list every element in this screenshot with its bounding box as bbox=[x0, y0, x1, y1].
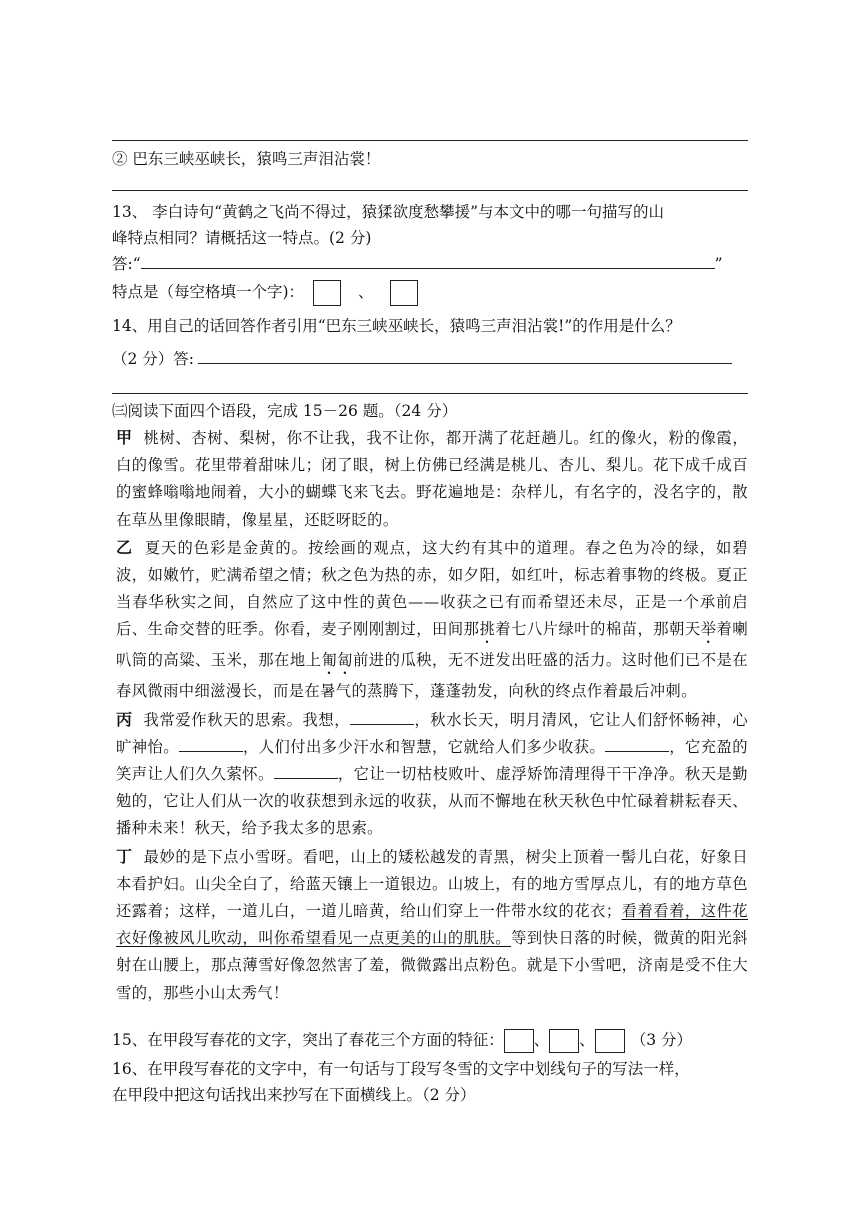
q15-row bbox=[112, 1027, 692, 1053]
passage-ding-text: 等到快日落的时候，微黄的阳光斜射在山腰上，那点薄雪好像忽然害了羞，微微露出点粉色。就是下小雪吧，济南是受不住大雪的，那些小山太秀气！ bbox=[116, 929, 748, 1002]
passage-yi-text: 夏天的色彩是金黄的。按绘画的观点，这大约有其中的道理。春之色为冷的绿，如碧波，如嫩竹，贮满希望之情；秋之色为热的赤，如夕阳，如红叶，标志着事物的终极。夏正当春华秋实之间，自然应了这中性的黄色——收获之已有而希望还未尽，正是一个承前启后、生命交替的旺季。你看，麦子刚刚割过，田间那 bbox=[116, 538, 748, 639]
passage-bing-text: ，它让一切枯枝败叶、虚浮矫饰清理得干干净净。秋天是勤勉的，它让人们从一次的收获想到永远的收获，从而不懈地在秋天秋色中忙碌着耕耘春天、播种未来！秋天，给予我太多的思索。 bbox=[116, 765, 748, 838]
dotted-word: 举 bbox=[700, 620, 717, 639]
fill-blank[interactable] bbox=[605, 737, 669, 752]
feature-box-3[interactable] bbox=[595, 1029, 625, 1053]
answer-line bbox=[112, 190, 748, 191]
feature-separator: 、 bbox=[357, 283, 374, 301]
underlined-sentence: 看着看着，这件花衣好像被风儿吹动，叫你希望看见一点更美的山的肌肤。 bbox=[116, 902, 748, 948]
q14-line-1: 14、用自己的话回答作者引用“巴东三峡巫峡长，猿鸣三声泪沾裳!”的作用是什么？ bbox=[112, 317, 681, 335]
fill-blank[interactable] bbox=[179, 737, 243, 752]
passage-bing-text: ，秋水长天，明月清风，它让人们舒怀畅神，心旷神怡。 bbox=[116, 710, 749, 756]
passage-yi-text: 前进的瓜秧，无不迸发出旺盛的活力。这时他们已不是在春风微雨中细滋漫长，而是在暑气的蒸腾下，蓬蓬勃发，向秋的终点作着最后冲刺。 bbox=[116, 651, 748, 701]
passage-jia bbox=[116, 424, 748, 534]
passage-label-yi: 乙 bbox=[116, 537, 134, 557]
fill-blank[interactable] bbox=[274, 764, 338, 779]
q15-separator: 、 bbox=[579, 1031, 595, 1049]
section-heading: ㈢阅读下面四个语段，完成 15－26 题。（24 分） bbox=[112, 402, 458, 420]
passage-yi bbox=[116, 534, 748, 706]
q13-answer-row bbox=[112, 251, 723, 277]
passage-yi-text: 着七八片绿叶的棉苗，那朝天 bbox=[495, 620, 701, 639]
passage-bing-text: ，它充盈的笑声让人们久久萦怀。 bbox=[116, 737, 748, 784]
feature-box-2[interactable] bbox=[390, 280, 418, 306]
q14-answer-prefix: （2 分）答: bbox=[112, 350, 195, 368]
passage-ding bbox=[116, 843, 748, 1007]
q13-answer-prefix: 答:“ bbox=[112, 255, 141, 273]
q13-line-2: 峰特点相同？请概括这一特点。(2 分) bbox=[112, 229, 372, 247]
q12-line: ② 巴东三峡巫峡长，猿鸣三声泪沾裳！ bbox=[112, 150, 381, 168]
dotted-word: 挑 bbox=[479, 620, 496, 639]
passage-label-bing: 丙 bbox=[116, 709, 133, 729]
q16-line-1: 16、在甲段写春花的文字中，有一句话与丁段写冬雪的文字中划线句子的写法一样， bbox=[112, 1060, 690, 1078]
feature-box-1[interactable] bbox=[504, 1029, 534, 1053]
passage-jia-text: 桃树、杏树、梨树，你不让我，我不让你，都开满了花赶趟儿。红的像火，粉的像霞，白的像雪。花里带着甜味儿；闭了眼，树上仿佛已经满是桃儿、杏儿、梨儿。花下成千成百的蜜蜂嗡嗡地闹着，大小的蝴蝶飞来飞去。野花遍地是：杂样儿，有名字的，没名字的，散在草丛里像眼睛，像星星，还眨呀眨的。 bbox=[116, 429, 749, 529]
q14-answer-row bbox=[112, 346, 732, 372]
fill-blank[interactable] bbox=[350, 710, 414, 725]
passage-label-ding: 丁 bbox=[116, 846, 133, 866]
q13-line-1: 13、 李白诗句“黄鹤之飞尚不得过，猿猱欲度愁攀援”与本文中的哪一句描写的山 bbox=[112, 203, 665, 221]
answer-line bbox=[112, 140, 748, 141]
passage-bing-text: 我常爱作秋天的思索。我想， bbox=[143, 710, 351, 729]
passage-yi-text: 着喇叭筒的高粱、玉米，那在地上 bbox=[116, 620, 749, 670]
passage-bing-text: ，人们付出多少汗水和智慧，它就给人们多少收获。 bbox=[243, 737, 606, 756]
q14-answer-field[interactable] bbox=[198, 347, 732, 364]
feature-box-2[interactable] bbox=[549, 1029, 579, 1053]
q15-score: （3 分） bbox=[630, 1031, 693, 1049]
passage-ding-text: 最妙的是下点小雪呀。看吧，山上的矮松越发的青黑，树尖上顶着一髻儿白花，好象日本看护妇。山尖全白了，给蓝天镶上一道银边。山坡上，有的地方雪厚点儿，有的地方草色还露着；这样，一道儿白，一道儿暗黄，给山们穿上一件带水纹的花衣； bbox=[116, 847, 749, 921]
passage-bing bbox=[116, 706, 748, 843]
feature-box-1[interactable] bbox=[313, 280, 341, 306]
passages bbox=[116, 424, 748, 1007]
q13-feature-row bbox=[112, 279, 418, 306]
q13-feature-label: 特点是（每空格填一个字)： bbox=[112, 283, 305, 301]
q16-line-2: 在甲段中把这句话找出来抄写在下面横线上。（2 分） bbox=[112, 1086, 476, 1104]
q13-answer-field[interactable] bbox=[141, 252, 715, 269]
dotted-word: 匍匐 bbox=[321, 651, 354, 670]
q13-answer-suffix: ” bbox=[714, 255, 723, 273]
answer-line bbox=[112, 393, 748, 394]
q15-text: 15、在甲段写春花的文字，突出了春花三个方面的特征： bbox=[112, 1031, 504, 1049]
passage-label-jia: 甲 bbox=[116, 428, 133, 447]
q15-separator: 、 bbox=[533, 1031, 550, 1049]
